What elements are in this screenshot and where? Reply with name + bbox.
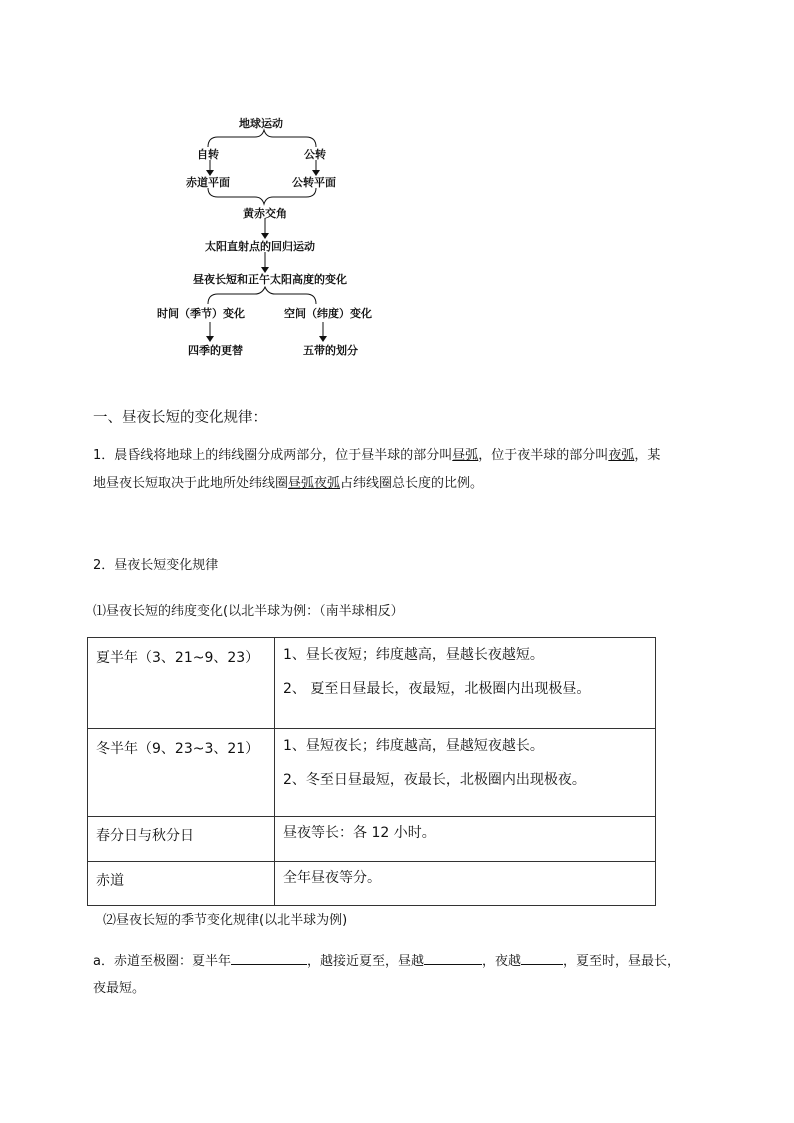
paragraph-1-line-1 [93, 444, 660, 463]
diagram-node-seasons: 四季的更替 [188, 344, 243, 357]
table-cell-line: 全年昼夜等分。 [283, 870, 381, 886]
para1-night-arc: 夜弧 [608, 448, 635, 463]
concept-diagram-lines [0, 0, 794, 400]
table-cell-content [275, 817, 656, 862]
para1-day-arc: 昼弧 [452, 448, 479, 463]
brace-bottom [208, 287, 316, 304]
diagram-node-earth-motion: 地球运动 [239, 117, 283, 130]
diagram-node-five-zones: 五带的划分 [303, 344, 358, 357]
fill-blank-1[interactable] [231, 950, 307, 965]
item-a-text-2: ，越接近夏至，昼越 [306, 954, 424, 969]
para1-line2-night-arc: 夜弧 [314, 476, 341, 491]
diagram-node-daylength-change: 昼夜长短和正午太阳高度的变化 [193, 273, 347, 286]
table-row [88, 862, 656, 906]
table-cell-label: 春分日与秋分日 [88, 817, 275, 862]
table-cell-label: 赤道 [88, 862, 275, 906]
diagram-node-orbit-plane: 公转平面 [292, 176, 336, 189]
brace-top [208, 130, 316, 147]
diagram-node-obliquity: 黄赤交角 [243, 207, 287, 220]
table-cell-content [275, 638, 656, 729]
section-heading: 一、昼夜长短的变化规律： [93, 410, 267, 426]
table-cell-line: 昼夜等长：各 12 小时。 [283, 825, 436, 841]
diagram-node-revolution: 公转 [304, 148, 326, 161]
item-a-line-1 [93, 950, 680, 969]
table-cell-line: 2、冬至日昼最短，夜最长，北极圈内出现极夜。 [283, 772, 586, 788]
item-a-line-2: 夜最短。 [93, 981, 146, 996]
paragraph-2-heading: 2．昼夜长短变化规律 [93, 558, 219, 573]
table-row [88, 638, 656, 729]
table-row [88, 729, 656, 817]
diagram-node-rotation: 自转 [197, 148, 219, 161]
item-a-text-4: ，夏至时，昼最长， [563, 954, 681, 969]
para1-text-e: ，某 [634, 448, 661, 463]
fill-blank-3[interactable] [521, 950, 563, 965]
table-cell-line: 1、昼短夜长；纬度越高，昼越短夜越长。 [283, 738, 544, 754]
brace-mid [208, 188, 316, 204]
table-cell-content [275, 862, 656, 906]
table-cell-line: 1、昼长夜短；纬度越高，昼越长夜越短。 [283, 647, 544, 663]
diagram-node-subsolar-migration: 太阳直射点的回归运动 [205, 240, 315, 253]
table-cell-label: 夏半年（3、21~9、23） [88, 638, 275, 729]
item-a-text-3: ，夜越 [481, 954, 521, 969]
subheading-2: ⑵昼夜长短的季节变化规律(以北半球为例) [103, 913, 348, 928]
diagram-node-spatial-change: 空间（纬度）变化 [284, 307, 372, 320]
para1-line2-day-arc: 昼弧 [288, 476, 315, 491]
table-cell-line: 2、 夏至日昼最长，夜最短，北极圈内出现极昼。 [283, 681, 591, 697]
item-a-text-1: a．赤道至极圈：夏半年 [93, 954, 231, 969]
para1-text-a: 1．晨昏线将地球上的纬线圈分成两部分，位于昼半球的部分叫 [93, 448, 453, 463]
table-cell-content [275, 729, 656, 817]
para1-line2-d: 占纬线圈总长度的比例。 [340, 476, 484, 491]
fill-blank-2[interactable] [424, 950, 482, 965]
diagram-node-equator-plane: 赤道平面 [186, 176, 230, 189]
para1-line2-a: 地昼夜长短取决于此地所处纬线圈 [93, 476, 289, 491]
table-row [88, 817, 656, 862]
paragraph-1-line-2 [93, 472, 483, 491]
daylength-table [87, 637, 656, 906]
subheading-1: ⑴昼夜长短的纬度变化(以北半球为例：（南半球相反） [93, 604, 404, 619]
diagram-node-temporal-change: 时间（季节）变化 [157, 307, 245, 320]
table-cell-label: 冬半年（9、23~3、21） [88, 729, 275, 817]
para1-text-c: ，位于夜半球的部分叫 [478, 448, 609, 463]
